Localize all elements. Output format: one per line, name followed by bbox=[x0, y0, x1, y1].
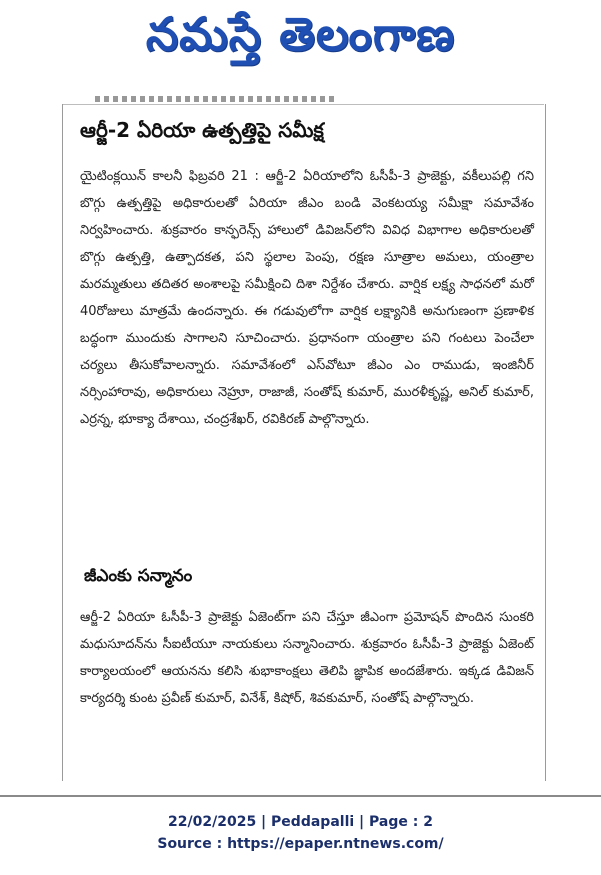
clipping-cut-edge bbox=[95, 96, 335, 102]
article-headline: ఆర్జీ-2 ఏరియా ఉత్పత్తిపై సమీక్ష bbox=[80, 118, 324, 142]
footer-divider bbox=[0, 795, 601, 797]
footer-source-line: Source : https://epaper.ntnews.com/ bbox=[157, 836, 444, 852]
masthead bbox=[0, 0, 601, 80]
footer-date-line: 22/02/2025 | Peddapalli | Page : 2 bbox=[168, 814, 433, 830]
article-body: యైటింక్లయిన్ కాలనీ ఫిబ్రవరి 21 : ఆర్జీ-2 ఏరియాలోని ఓసీపీ-3 ప్రాజెక్టు, వకీలుపల్లి గని బొగ్గు ఉత్పత్తిపై అధికారులతో ఏరియా జీఎం బండి వెంకటయ్య సమీక్షా సమావేశం నిర్వహించారు. శుక్రవారం కాన్ఫరెన్స్ హాలులో డివిజన్‌లోని వివిధ విభాగాల అధికారులతో బొగ్గు ఉత్పత్తి, ఉత్పాదకత, పని స్థలాల పెంపు, రక్షణ సూత్రాల అమలు, యంత్రాల మరమ్మతులు తదితర అంశాలపై సమీక్షించి దిశా నిర్దేశం చేశారు. వార్షిక లక్ష్య సాధనలో మరో 40రోజులు మాత్రమే ఉందన్నారు. ఈ గడువులోగా వార్షిక లక్ష్యానికి అనుగుణంగా ప్రణాళిక బద్ధంగా ముందుకు సాగాలని సూచించారు. ప్రధానంగా యంత్రాల పని గంటలు పెంచేలా చర్యలు తీసుకోవాలన్నారు. సమావేశంలో ఎస్‌వోటూ జీఎం ఎం రాముడు, ఇంజినీర్ నర్సింహారావు, అధికారులు నెహ్రూ, రాజాజీ, సంతోష్ కుమార్, మురళీకృష్ణ, అనిల్ కుమార్, ఎర్రన్న, భూక్యా దేశాయి, చంద్రశేఖర్, రవికిరణ్ పాల్గొన్నారు. bbox=[80, 169, 534, 427]
article-body-2: ఆర్జీ-2 ఏరియా ఓసీపీ-3 ప్రాజెక్టు ఏజెంట్‌గా పని చేస్తూ జీఎంగా ప్రమోషన్ పొందిన సుంకరి మధుసూదన్‌ను సీఐటీయూ నాయకులు సన్మానించారు. శుక్రవారం ఓసీపీ-3 ప్రాజెక్టు ఏజెంట్ కార్యాలయంలో ఆయనను కలిసి శుభాకాంక్షలు తెలిపి జ్ఞాపిక అందజేశారు. ఇక్కడ డివిజన్ కార్యదర్శి కుంట ప్రవీణ్ కుమార్, వినేశ్, కిషోర్, శివకుమార్, సంతోష్ పాల్గొన్నారు. bbox=[80, 610, 534, 706]
newspaper-logo: నమస్తే తెలంగాణ bbox=[145, 7, 456, 61]
article-subheading: జీఎంకు సన్మానం bbox=[84, 566, 193, 586]
